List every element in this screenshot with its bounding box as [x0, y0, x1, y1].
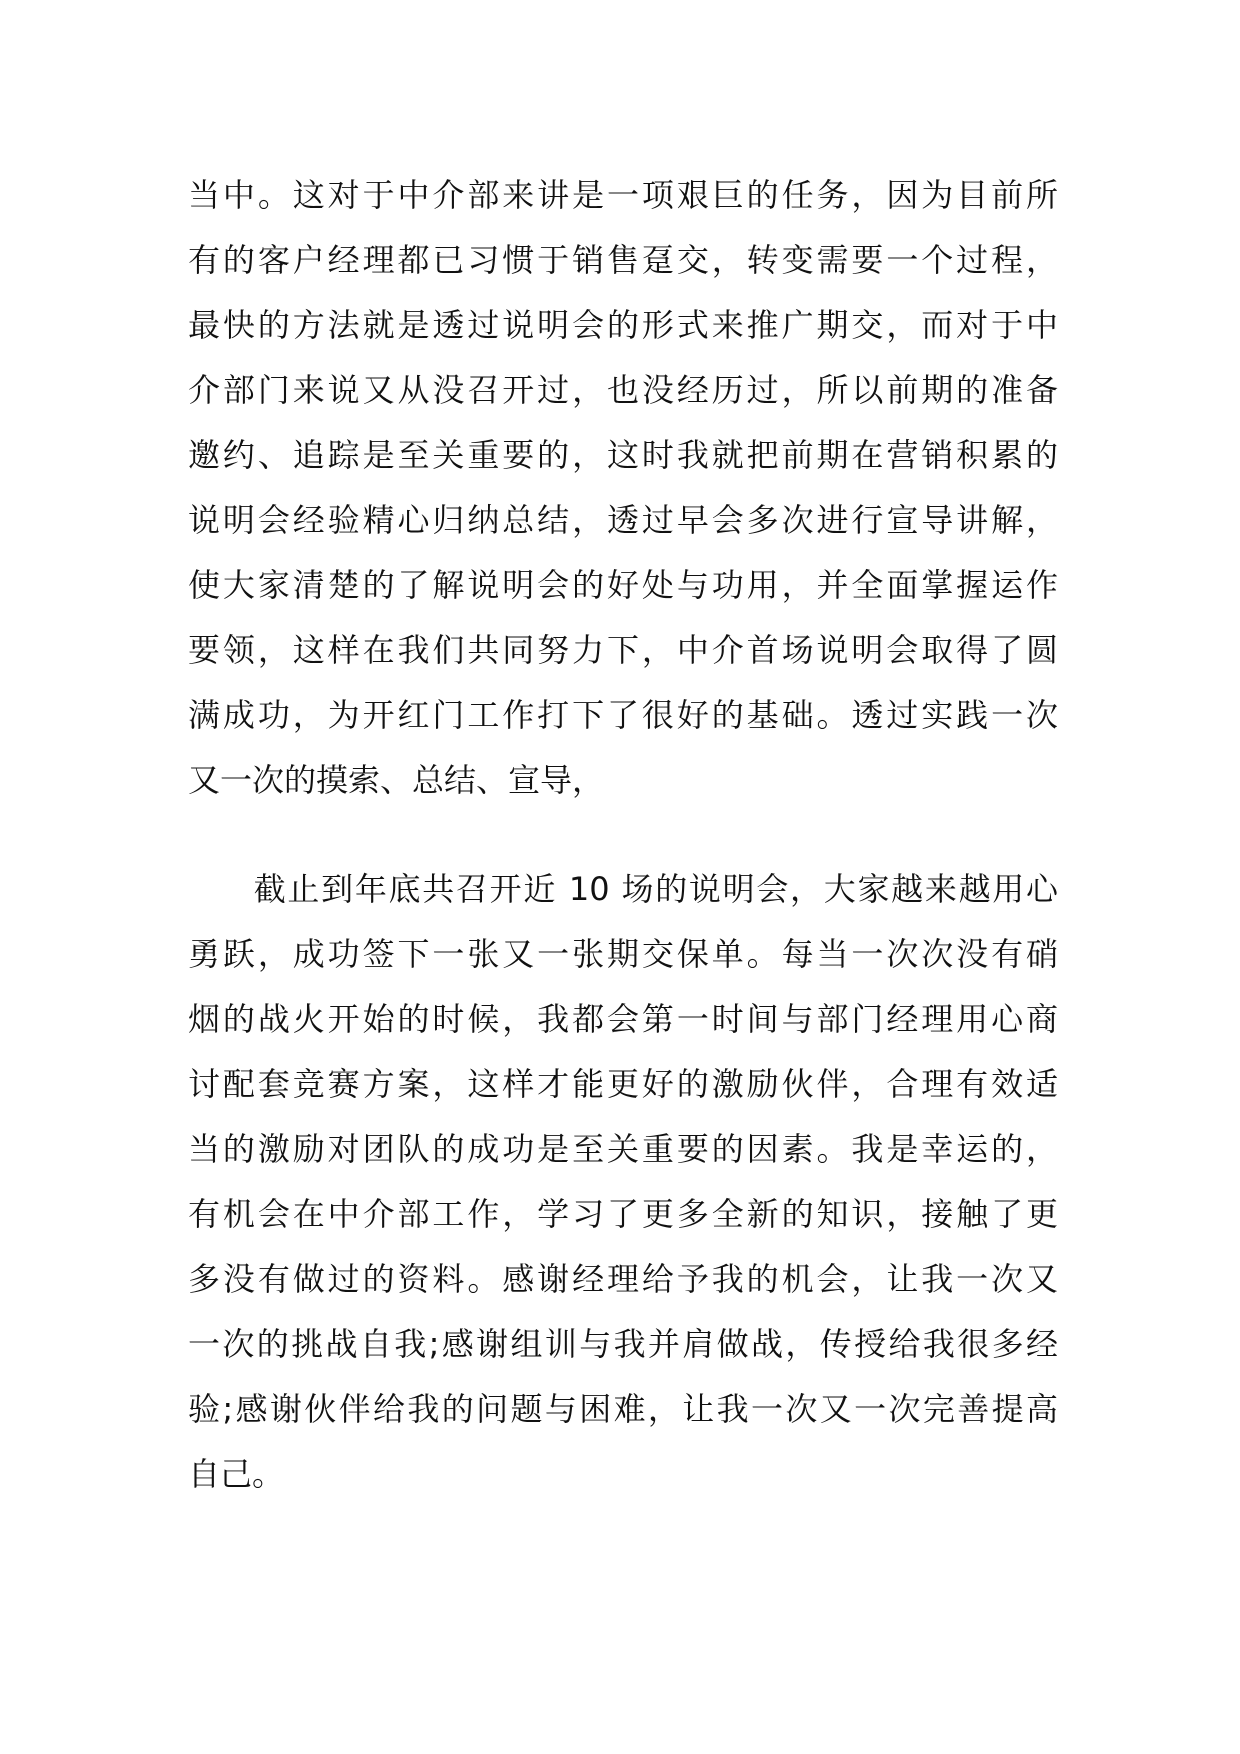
text-line: 烟的战火开始的时候，我都会第一时间与部门经理用心商	[188, 1000, 1058, 1038]
paragraph-1	[188, 163, 1058, 813]
text-line: 当的激励对团队的成功是至关重要的因素。我是幸运的，	[188, 1130, 1058, 1168]
text-line: 一次的挑战自我;感谢组训与我并肩做战，传授给我很多经	[188, 1325, 1058, 1363]
text-line: 勇跃，成功签下一张又一张期交保单。每当一次次没有硝	[188, 935, 1058, 973]
text-line: 使大家清楚的了解说明会的好处与功用，并全面掌握运作	[188, 566, 1058, 604]
text-line: 又一次的摸索、总结、宣导，	[188, 761, 605, 799]
text-line: 介部门来说又从没召开过，也没经历过，所以前期的准备	[188, 371, 1058, 409]
text-line: 讨配套竞赛方案，这样才能更好的激励伙伴，合理有效适	[188, 1065, 1058, 1103]
text-line: 邀约、追踪是至关重要的，这时我就把前期在营销积累的	[188, 436, 1058, 474]
text-line: 当中。这对于中介部来讲是一项艰巨的任务，因为目前所	[188, 176, 1058, 214]
document-body	[188, 163, 1058, 1507]
text-line: 验;感谢伙伴给我的问题与困难，让我一次又一次完善提高	[188, 1390, 1058, 1428]
text-line: 有机会在中介部工作，学习了更多全新的知识，接触了更	[188, 1195, 1058, 1233]
text-line: 满成功，为开红门工作打下了很好的基础。透过实践一次	[188, 696, 1058, 734]
text-line: 多没有做过的资料。感谢经理给予我的机会，让我一次又	[188, 1260, 1058, 1298]
text-line: 最快的方法就是透过说明会的形式来推广期交，而对于中	[188, 306, 1058, 344]
text-line: 自己。	[188, 1455, 285, 1493]
paragraph-2	[188, 857, 1058, 1507]
paragraph-spacer	[188, 813, 1058, 857]
text-line-indented	[188, 857, 1058, 922]
text-line: 有的客户经理都已习惯于销售趸交，转变需要一个过程，	[188, 241, 1058, 279]
text-line: 说明会经验精心归纳总结，透过早会多次进行宣导讲解，	[188, 501, 1058, 539]
text-line: 要领，这样在我们共同努力下，中介首场说明会取得了圆	[188, 631, 1058, 669]
text-line: 截止到年底共召开近 10 场的说明会，大家越来越用心	[252, 870, 1058, 908]
